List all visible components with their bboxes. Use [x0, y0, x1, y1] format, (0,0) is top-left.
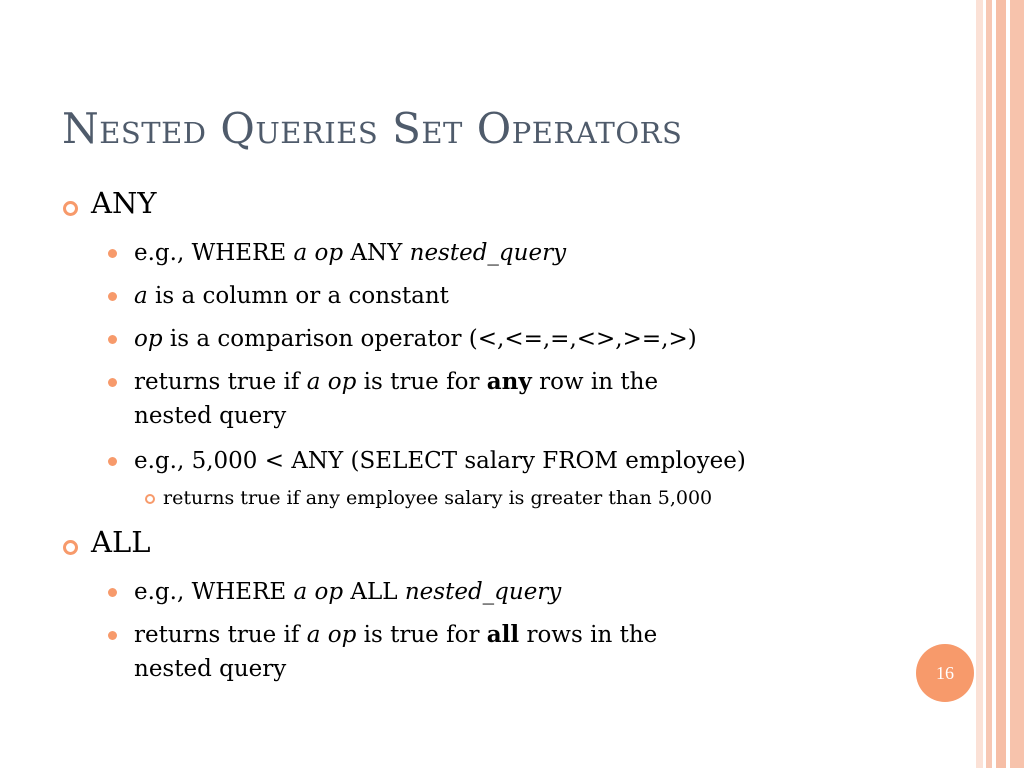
page-number: 16 — [936, 662, 954, 683]
text-run-italic: a op — [293, 579, 344, 605]
text-run-italic: a — [134, 283, 148, 309]
any-op-definition — [134, 322, 697, 356]
dot-bullet-icon — [108, 292, 117, 301]
dot-bullet-icon — [108, 588, 117, 597]
ring-bullet-icon — [145, 494, 155, 504]
page-number-badge — [916, 644, 974, 702]
text-run-italic: a op — [306, 369, 357, 395]
heading-all: ALL — [91, 525, 151, 559]
heading-any: ANY — [91, 186, 157, 220]
decor-stripe — [976, 0, 983, 768]
text-run-italic: nested_query — [404, 579, 562, 605]
text-run: ANY — [343, 240, 410, 266]
text-run: is a comparison operator (<,<=,=,<>,>=,>) — [162, 326, 697, 352]
dot-bullet-icon — [108, 378, 117, 387]
slide-title: Nested Queries Set Operators — [62, 104, 683, 153]
text-run: e.g., WHERE — [134, 579, 294, 605]
any-a-definition — [134, 279, 449, 313]
any-returns-line-2: nested query — [134, 403, 287, 429]
ring-bullet-icon — [63, 540, 78, 555]
text-run: returns true if — [134, 622, 307, 648]
dot-bullet-icon — [108, 631, 117, 640]
all-example-line — [134, 575, 561, 609]
decor-stripe — [1010, 0, 1024, 768]
text-run: e.g., WHERE — [134, 240, 294, 266]
text-run: returns true if — [134, 369, 307, 395]
text-run-italic: nested_query — [409, 240, 567, 266]
text-run-bold: any — [486, 368, 532, 395]
all-returns-line-1 — [134, 618, 657, 652]
dot-bullet-icon — [108, 335, 117, 344]
text-run: rows in the — [519, 622, 658, 648]
dot-bullet-icon — [108, 249, 117, 258]
text-run-italic: a op — [293, 240, 344, 266]
decor-stripe — [996, 0, 1006, 768]
ring-bullet-icon — [63, 201, 78, 216]
text-run-italic: op — [134, 326, 163, 352]
any-returns-line-1 — [134, 365, 658, 399]
text-run: is true for — [356, 622, 487, 648]
dot-bullet-icon — [108, 457, 117, 466]
any-salary-explanation: returns true if any employee salary is greater than 5,000 — [163, 487, 713, 509]
text-run: is true for — [356, 369, 487, 395]
any-salary-example: e.g., 5,000 < ANY (SELECT salary FROM employee) — [134, 448, 746, 474]
text-run: ALL — [343, 579, 405, 605]
all-returns-line-2: nested query — [134, 656, 287, 682]
text-run-italic: a op — [306, 622, 357, 648]
any-example-line — [134, 236, 566, 270]
text-run: is a column or a constant — [147, 283, 449, 309]
text-run: row in the — [531, 369, 659, 395]
text-run-bold: all — [486, 621, 520, 648]
